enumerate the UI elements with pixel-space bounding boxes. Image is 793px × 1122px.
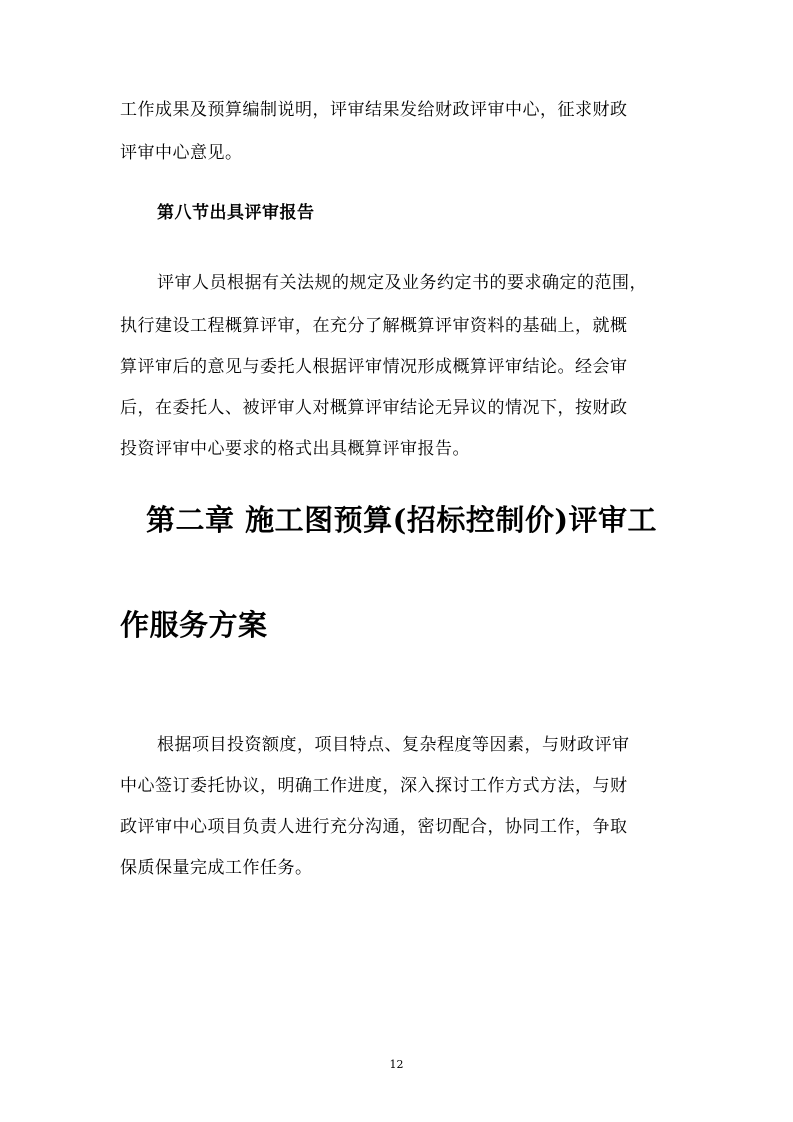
section-heading: 第八节出具评审报告 xyxy=(157,203,315,223)
chapter-title-continued: 作服务方案 xyxy=(120,608,268,642)
chapter-title: 第二章 施工图预算(招标控制价)评审工 xyxy=(146,503,658,537)
paragraph-line: 评审中心意见。 xyxy=(120,143,243,163)
paragraph-line: 根据项目投资额度，项目特点、复杂程度等因素，与财政评审 xyxy=(157,735,630,755)
paragraph-line: 政评审中心项目负责人进行充分沟通，密切配合，协同工作，争取 xyxy=(120,817,628,837)
page-number: 12 xyxy=(389,1058,404,1071)
paragraph-line: 算评审后的意见与委托人根据评审情况形成概算评审结论。经会审 xyxy=(120,357,628,377)
paragraph-line: 投资评审中心要求的格式出具概算评审报告。 xyxy=(120,439,470,459)
paragraph-line: 评审人员根据有关法规的规定及业务约定书的要求确定的范围， xyxy=(157,273,647,293)
paragraph-line: 后，在委托人、被评审人对概算评审结论无异议的情况下，按财政 xyxy=(120,398,628,418)
paragraph-line: 中心签订委托协议，明确工作进度，深入探讨工作方式方法，与财 xyxy=(120,776,628,796)
paragraph-line: 保质保量完成工作任务。 xyxy=(120,858,313,878)
paragraph-line: 工作成果及预算编制说明，评审结果发给财政评审中心，征求财政 xyxy=(120,100,628,120)
paragraph-line: 执行建设工程概算评审，在充分了解概算评审资料的基础上，就概 xyxy=(120,316,628,336)
